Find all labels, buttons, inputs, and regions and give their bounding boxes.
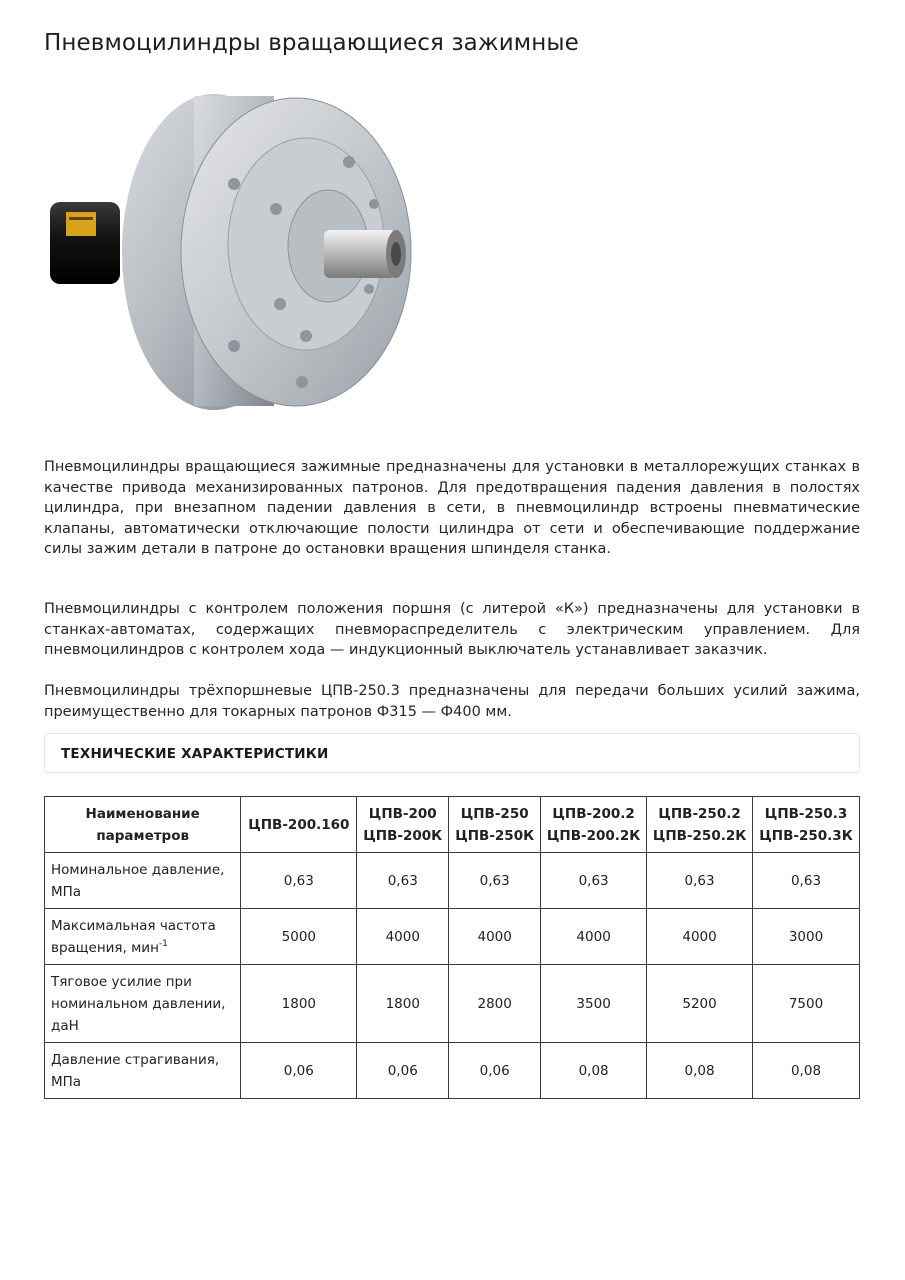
header-model-2-line2: ЦПВ-200К: [363, 827, 443, 844]
table-cell: 0,63: [357, 853, 449, 909]
row-param-line2: номинальном давлении,: [51, 995, 226, 1012]
table-cell: 4000: [541, 909, 647, 965]
row-param-breakaway-pressure: [45, 1043, 241, 1099]
row-param-line1: Давление страгивания,: [51, 1051, 220, 1068]
table-cell: 1800: [357, 965, 449, 1043]
row-param-line1: Максимальная частота: [51, 917, 216, 934]
table-cell: 5000: [241, 909, 357, 965]
table-cell: 0,08: [541, 1043, 647, 1099]
header-model-6-line1: ЦПВ-250.3: [764, 805, 848, 822]
row-param-line3: даН: [51, 1017, 79, 1034]
header-param-line1: Наименование: [85, 805, 200, 822]
table-cell: 3500: [541, 965, 647, 1043]
table-cell: 0,06: [449, 1043, 541, 1099]
header-model-3-line1: ЦПВ-250: [460, 805, 529, 822]
header-param-line2: параметров: [96, 827, 190, 844]
row-param-line1: Тяговое усилие при: [51, 973, 192, 990]
row-param-traction-force: [45, 965, 241, 1043]
table-row: [45, 853, 860, 909]
row-param-sup: -1: [158, 938, 168, 949]
table-cell: 1800: [241, 965, 357, 1043]
table-cell: 0,08: [647, 1043, 753, 1099]
header-model-6-line2: ЦПВ-250.3К: [759, 827, 853, 844]
row-param-line2: вращения, мин: [51, 939, 159, 956]
row-param-line1: Номинальное давление,: [51, 861, 225, 878]
table-cell: 5200: [647, 965, 753, 1043]
tech-specs-heading: ТЕХНИЧЕСКИЕ ХАРАКТЕРИСТИКИ: [61, 746, 329, 762]
table-cell: 3000: [753, 909, 860, 965]
header-model-2-line1: ЦПВ-200: [368, 805, 437, 822]
header-model-6: [753, 797, 860, 853]
table-row: [45, 1043, 860, 1099]
header-model-5-line2: ЦПВ-250.2К: [652, 827, 747, 844]
table-cell: 0,63: [647, 853, 753, 909]
table-cell: 7500: [753, 965, 860, 1043]
table-cell: 0,63: [449, 853, 541, 909]
header-model-4: [541, 797, 647, 853]
table-cell: 2800: [449, 965, 541, 1043]
description-paragraph-3: Пневмоцилиндры трёхпоршневые ЦПВ-250.3 предназначены для передачи больших усилий зажима, преимущественно для токарных патронов Ф315 — Ф400 мм.: [44, 683, 860, 720]
header-model-1-line1: ЦПВ-200.160: [248, 816, 350, 833]
specs-table: [44, 796, 860, 1099]
header-model-5: [647, 797, 753, 853]
header-param: [45, 797, 241, 853]
table-row: [45, 965, 860, 1043]
table-cell: 4000: [449, 909, 541, 965]
table-cell: 0,63: [241, 853, 357, 909]
table-cell: 0,08: [753, 1043, 860, 1099]
table-cell: 0,06: [357, 1043, 449, 1099]
table-cell: 0,63: [541, 853, 647, 909]
tech-specs-header[interactable]: [44, 733, 860, 773]
header-model-3: [449, 797, 541, 853]
table-cell: 4000: [647, 909, 753, 965]
header-model-5-line1: ЦПВ-250.2: [658, 805, 741, 822]
header-model-2: [357, 797, 449, 853]
table-cell: 4000: [357, 909, 449, 965]
header-model-4-line1: ЦПВ-200.2: [552, 805, 635, 822]
row-param-nominal-pressure: [45, 853, 241, 909]
row-param-line2-wrap: [51, 937, 234, 959]
header-model-3-line2: ЦПВ-250К: [455, 827, 535, 844]
table-cell: 0,06: [241, 1043, 357, 1099]
pneumatic-cylinder-image: [44, 84, 434, 414]
table-header-row: [45, 797, 860, 853]
table-cell: 0,63: [753, 853, 860, 909]
row-param-line2: МПа: [51, 883, 82, 900]
table-row: [45, 909, 860, 965]
page-title: Пневмоцилиндры вращающиеся зажимные: [44, 30, 579, 56]
description-paragraph-2: Пневмоцилиндры с контролем положения поршня (с литерой «К») предназначены для установки в станках-автоматах, содержащих пневмораспределитель с электрическим управлением. Для пневмоцилиндров с контролем хода — индукционный выключатель устанавливает заказчик.: [44, 601, 860, 658]
header-model-4-line2: ЦПВ-200.2К: [546, 827, 641, 844]
description-paragraph-1: Пневмоцилиндры вращающиеся зажимные предназначены для установки в металлорежущих станках в качестве привода механизированных патронов. Для предотвращения падения давления в полостях цилиндра, при внезапном падении давления в сети, в пневмоцилиндр встроены пневматические клапаны, автоматически отключающие полости цилиндра от сети и обеспечивающие поддержание силы зажим детали в патроне до остановки вращения шпинделя станка.: [44, 459, 860, 557]
row-param-max-rotation: [45, 909, 241, 965]
header-model-1: [241, 797, 357, 853]
row-param-line2: МПа: [51, 1073, 82, 1090]
